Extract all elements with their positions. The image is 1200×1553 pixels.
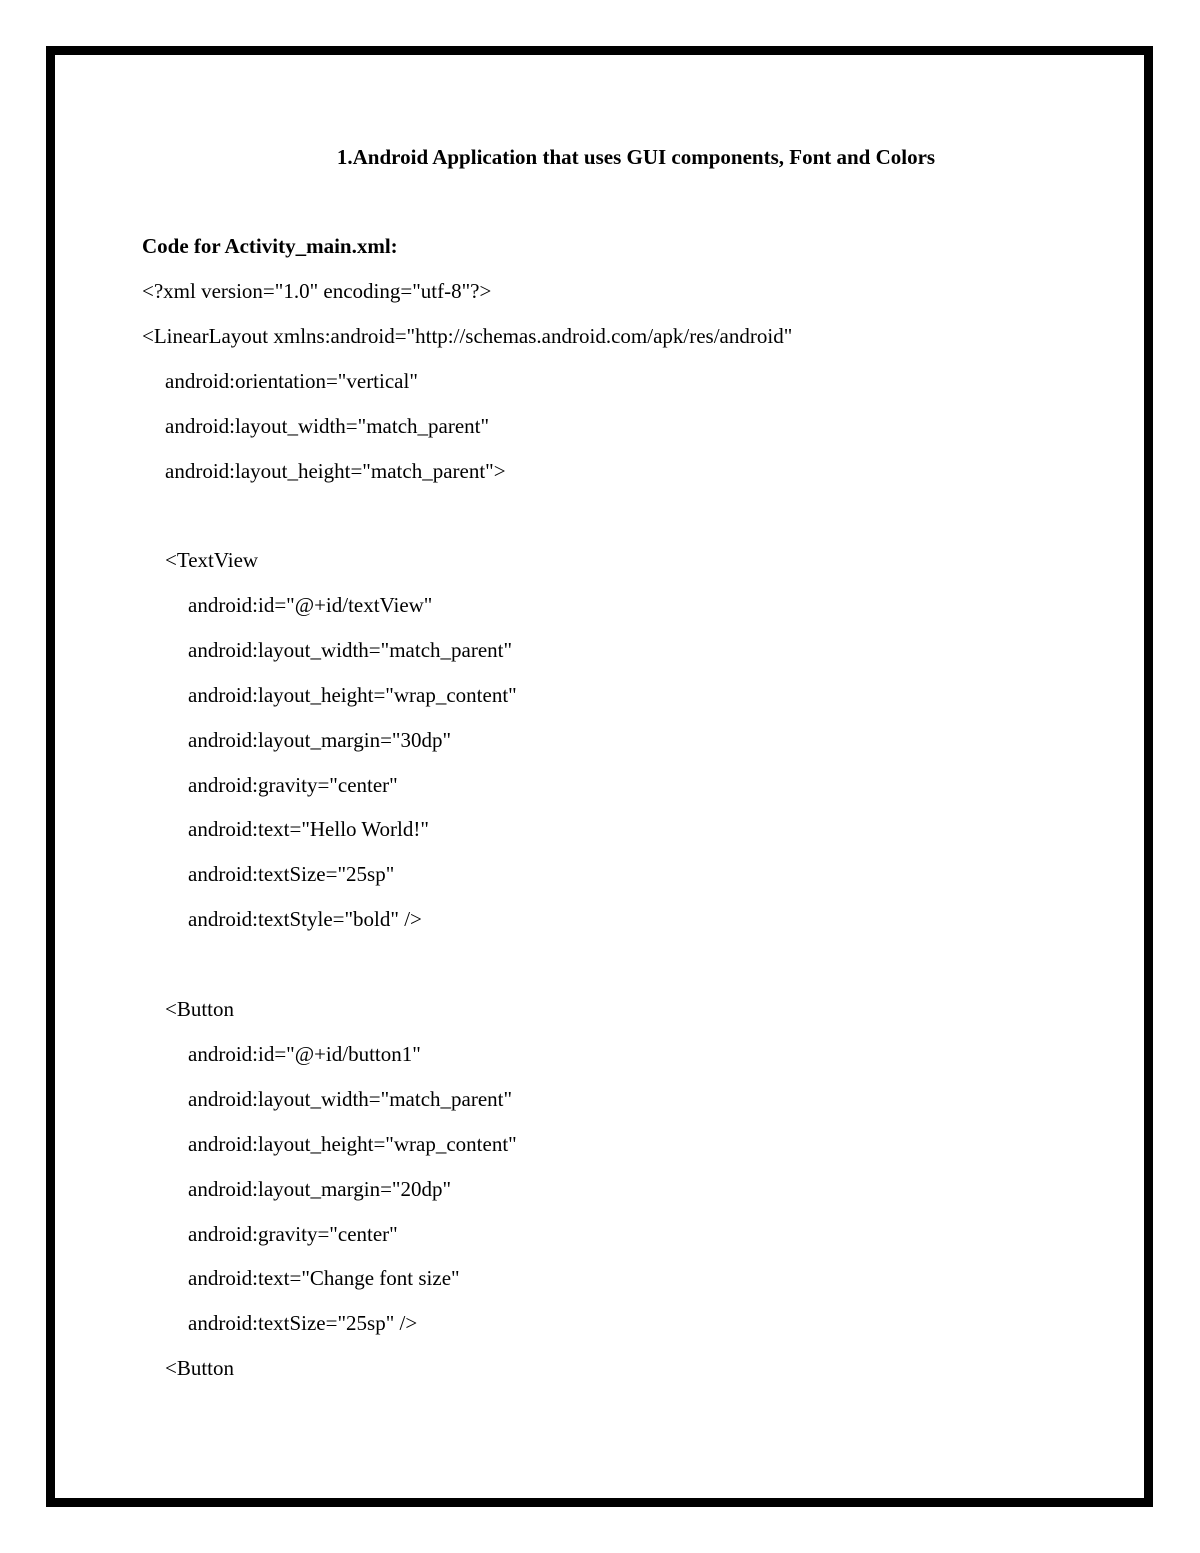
code-line: <TextView — [165, 548, 259, 572]
code-line: android:layout_height="match_parent"> — [165, 459, 506, 483]
code-line: android:layout_margin="20dp" — [188, 1177, 452, 1201]
code-line: android:gravity="center" — [188, 1222, 398, 1246]
code-line: android:textSize="25sp" /> — [188, 1311, 418, 1335]
code-line: android:text="Hello World!" — [188, 817, 429, 841]
code-line: <Button — [165, 1356, 235, 1380]
code-line: android:text="Change font size" — [188, 1266, 460, 1290]
code-section-heading: Code for Activity_main.xml: — [142, 234, 398, 258]
code-line: android:layout_width="match_parent" — [188, 638, 513, 662]
code-line: android:textSize="25sp" — [188, 862, 395, 886]
code-line: android:layout_width="match_parent" — [188, 1087, 513, 1111]
code-line: android:orientation="vertical" — [165, 369, 418, 393]
code-line: android:layout_width="match_parent" — [165, 414, 490, 438]
code-line: android:textStyle="bold" /> — [188, 907, 422, 931]
code-line: <LinearLayout xmlns:android="http://schemas.android.com/apk/res/android" — [142, 324, 793, 348]
code-line: <Button — [165, 997, 235, 1021]
code-line: android:layout_height="wrap_content" — [188, 683, 517, 707]
code-line: android:id="@+id/button1" — [188, 1042, 421, 1066]
code-line: android:layout_height="wrap_content" — [188, 1132, 517, 1156]
document-title: 1.Android Application that uses GUI components, Font and Colors — [336, 145, 936, 169]
code-line: android:id="@+id/textView" — [188, 593, 433, 617]
code-line: android:layout_margin="30dp" — [188, 728, 452, 752]
code-line: <?xml version="1.0" encoding="utf-8"?> — [142, 279, 492, 303]
code-line: android:gravity="center" — [188, 773, 398, 797]
